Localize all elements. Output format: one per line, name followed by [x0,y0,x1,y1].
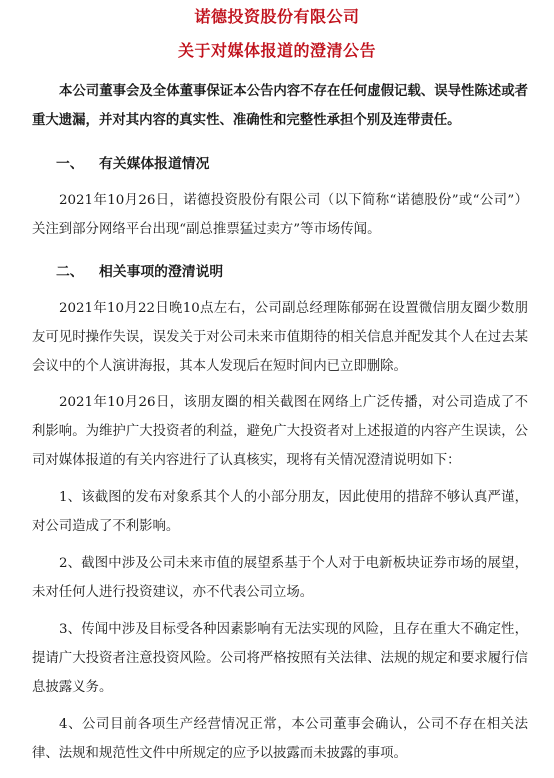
board-statement: 本公司董事会及全体董事保证本公告内容不存在任何虚假记载、误导性陈述或者重大遗漏，并对其内容的真实性、准确性和完整性承担个别及连带责任。 [32,83,528,128]
section-1-heading: 有关媒体报道情况 [99,156,210,172]
notice-title: 关于对媒体报道的澄清公告 [177,41,376,60]
section-2-number: 二、 [56,264,84,280]
section-2-heading: 相关事项的澄清说明 [99,264,224,280]
section-1-number: 一、 [56,156,84,172]
clarification-item-2: 2、截图中涉及公司未来市值的展望系基于个人对于电新板块证券市场的展望，未对任何人进行投资建议，亦不代表公司立场。 [32,556,528,600]
clarification-item-3: 3、传闻中涉及目标受各种因素影响有无法实现的风险，且存在重大不确定性，提请广大投资者注意投资风险。公司将严格按照有关法律、法规的规定和要求履行信息披露义务。 [32,622,528,695]
section-2-paragraph-1: 2021年10月22日晚10点左右，公司副总经理陈郁弼在设置微信朋友圈少数朋友可见时操作失误，误发关于对公司未来市值期待的相关信息并配发其个人在过去某会议中的个人演讲海报，其本人发现后在短时间内已立即删除。 [32,301,528,374]
company-title: 诺德投资股份有限公司 [194,7,360,26]
clarification-item-1: 1、该截图的发布对象系其个人的小部分朋友，因此使用的措辞不够认真严谨，对公司造成了不利影响。 [32,490,528,534]
section-1-paragraph: 2021年10月26日，诺德投资股份有限公司（以下简称“诺德股份”或“公司”）关注到部分网络平台出现“副总推票猛过卖方”等市场传闻。 [32,193,528,237]
clarification-item-4: 4、公司目前各项生产经营情况正常，本公司董事会确认，公司不存在相关法律、法规和规范性文件中所规定的应予以披露而未披露的事项。 [32,717,528,761]
section-2-paragraph-2: 2021年10月26日，该朋友圈的相关截图在网络上广泛传播，对公司造成了不利影响。为维护广大投资者的利益，避免广大投资者对上述报道的内容产生误读，公司对媒体报道的有关内容进行了认真核实，现将有关情况澄清说明如下： [32,395,528,468]
